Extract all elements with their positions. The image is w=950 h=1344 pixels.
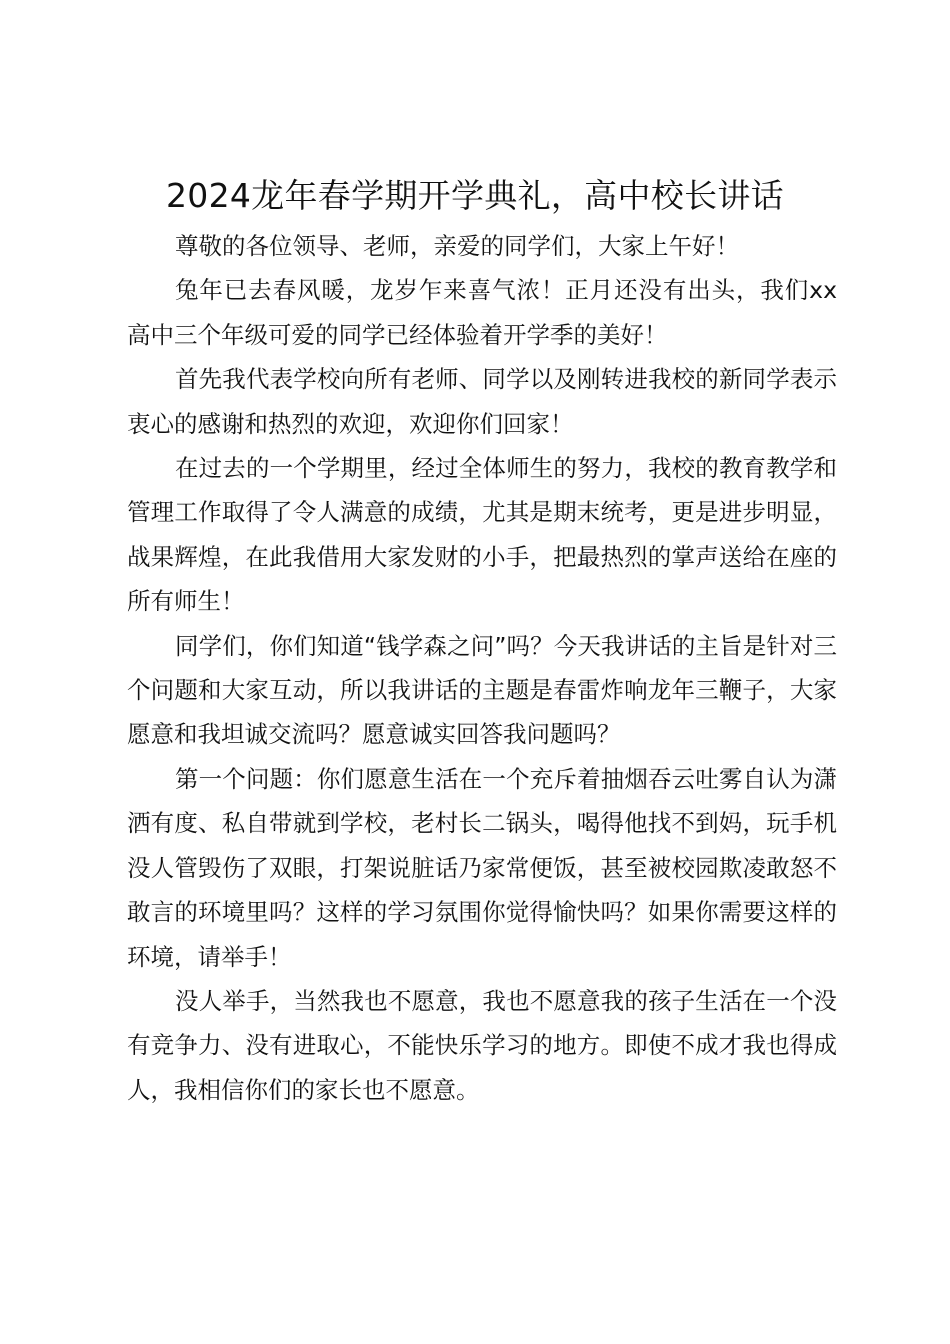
document-title: 2024龙年春学期开学典礼，高中校长讲话 — [166, 176, 784, 215]
paragraph-welcome: 首先我代表学校向所有老师、同学以及刚转进我校的新同学表示衷心的感谢和热烈的欢迎，欢迎你们回家！ — [127, 365, 837, 438]
paragraph-theme: 同学们，你们知道“钱学森之问”吗？今天我讲话的主旨是针对三个问题和大家互动，所以我讲话的主题是春雷炸响龙年三鞭子，大家愿意和我坦诚交流吗？愿意诚实回答我问题吗？ — [127, 631, 837, 749]
paragraph-new-year: 兔年已去春风暖，龙岁乍来喜气浓！正月还没有出头，我们xx高中三个年级可爱的同学已经体验着开学季的美好！ — [127, 276, 837, 349]
paragraph-first-question: 第一个问题：你们愿意生活在一个充斥着抽烟吞云吐雾自认为潇洒有度、私自带就到学校，老村长二锅头，喝得他找不到妈，玩手机没人管毁伤了双眼，打架说脏话乃家常便饭，甚至被校园欺凌敢怒不敢言的环境里吗？这样的学习氛围你觉得愉快吗？如果你需要这样的环境，请举手！ — [127, 764, 837, 971]
document-body — [127, 224, 837, 1112]
paragraph-greeting: 尊敬的各位领导、老师，亲爱的同学们，大家上午好！ — [175, 232, 739, 260]
paragraph-no-hands: 没人举手，当然我也不愿意，我也不愿意我的孩子生活在一个没有竞争力、没有进取心，不能快乐学习的地方。即使不成才我也得成人，我相信你们的家长也不愿意。 — [127, 986, 837, 1104]
paragraph-past-semester: 在过去的一个学期里，经过全体师生的努力，我校的教育教学和管理工作取得了令人满意的成绩，尤其是期末统考，更是进步明显，战果辉煌，在此我借用大家发财的小手，把最热烈的掌声送给在座的所有师生！ — [127, 454, 837, 616]
